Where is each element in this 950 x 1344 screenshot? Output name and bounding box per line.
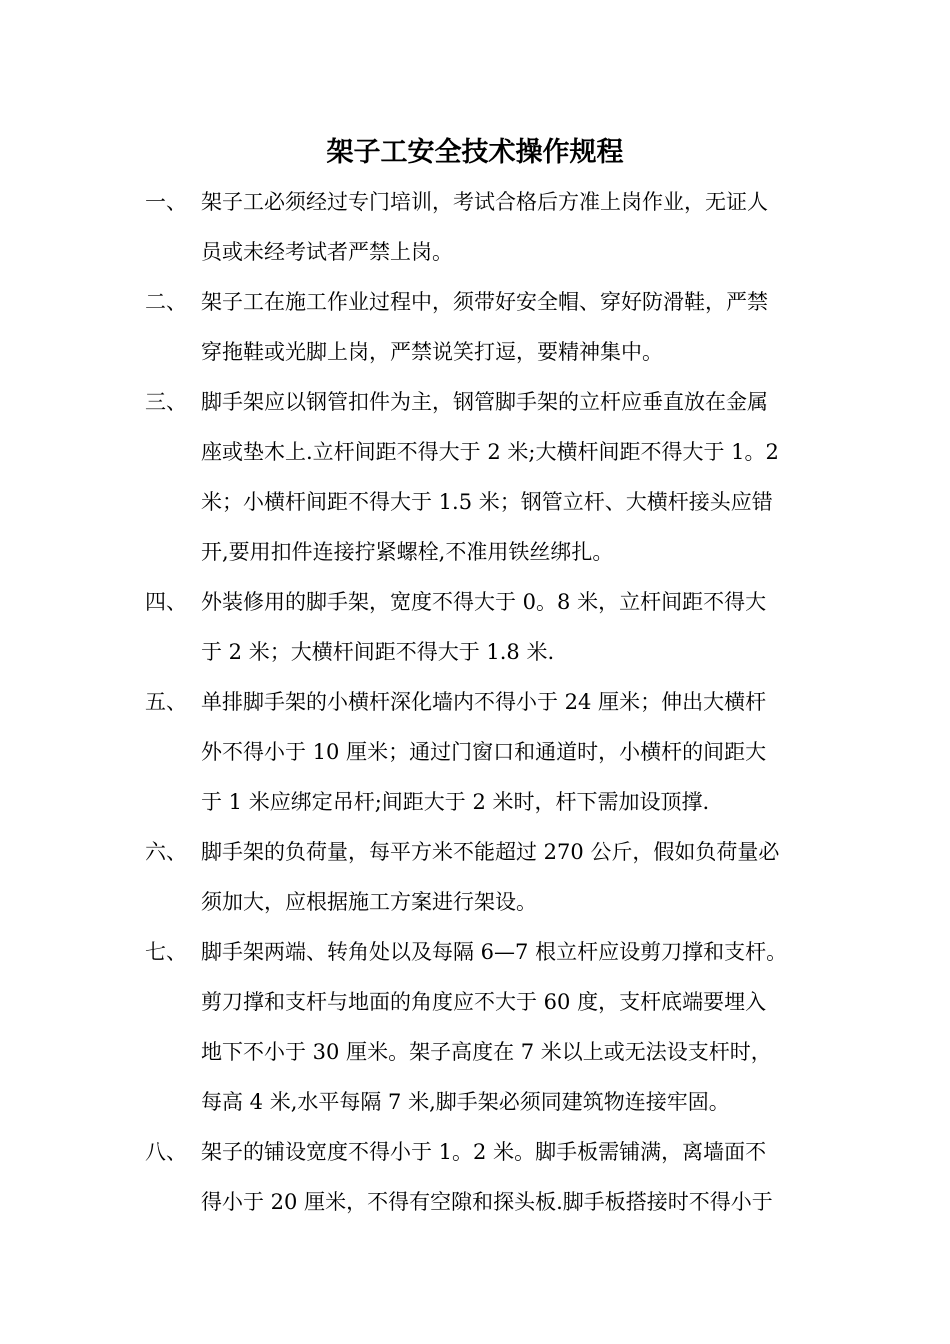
list-item-text-line: 米；小横杆间距不得大于 1.5 米；钢管立杆、大横杆接头应错 [201, 490, 773, 514]
list-item-text-line: 单排脚手架的小横杆深化墙内不得小于 24 厘米；伸出大横杆 [201, 690, 767, 714]
list-item-number: 八、 [145, 1140, 187, 1164]
list-item-text-line: 每高 4 米,水平每隔 7 米,脚手架必须同建筑物连接牢固。 [201, 1090, 730, 1114]
list-item-text-line: 外不得小于 10 厘米；通过门窗口和通道时，小横杆的间距大 [201, 740, 767, 764]
list-item [0, 927, 950, 1127]
list-item-text-line: 座或垫木上.立杆间距不得大于 2 米;大横杆间距不得大于 1。2 [201, 440, 779, 464]
list-item [0, 677, 950, 827]
list-item-text-line: 剪刀撑和支杆与地面的角度应不大于 60 度，支杆底端要埋入 [201, 990, 767, 1014]
list-item-text-line: 地下不小于 30 厘米。架子高度在 7 米以上或无法设支杆时， [201, 1040, 772, 1064]
list-item [0, 1127, 950, 1227]
list-item-text-line: 脚手架的负荷量，每平方米不能超过 270 公斤，假如负荷量必 [201, 840, 780, 864]
document-title: 架子工安全技术操作规程 [326, 137, 624, 168]
list-item [0, 177, 950, 277]
list-item-text-line: 架子的铺设宽度不得小于 1。2 米。脚手板需铺满，离墙面不 [201, 1140, 767, 1164]
list-item-number: 一、 [145, 190, 187, 214]
list-item-number: 六、 [145, 840, 187, 864]
list-item-number: 三、 [145, 390, 187, 414]
list-item-text-line: 于 1 米应绑定吊杆;间距大于 2 米时，杆下需加设顶撑. [201, 790, 710, 814]
list-item-number: 二、 [145, 290, 187, 314]
list-item-text-line: 外装修用的脚手架，宽度不得大于 0。8 米，立杆间距不得大 [201, 590, 767, 614]
list-item [0, 277, 950, 377]
list-item-number: 四、 [145, 590, 187, 614]
list-item-number: 五、 [145, 690, 187, 714]
list-item-text-line: 得小于 20 厘米，不得有空隙和探头板.脚手板搭接时不得小于 [201, 1190, 773, 1214]
list-item-text-line: 员或未经考试者严禁上岗。 [201, 240, 453, 264]
list-item-number: 七、 [145, 940, 187, 964]
list-item-text-line: 脚手架应以钢管扣件为主，钢管脚手架的立杆应垂直放在金属 [201, 390, 768, 414]
list-item-text-line: 脚手架两端、转角处以及每隔 6—7 根立杆应设剪刀撑和支杆。 [201, 940, 788, 964]
list-item [0, 377, 950, 577]
list-item-text-line: 架子工必须经过专门培训，考试合格后方准上岗作业，无证人 [201, 190, 768, 214]
list-item-text-line: 须加大，应根据施工方案进行架设。 [201, 890, 537, 914]
list-item-text-line: 穿拖鞋或光脚上岗，严禁说笑打逗，要精神集中。 [201, 340, 663, 364]
list-item [0, 827, 950, 927]
list-item-text-line: 于 2 米；大横杆间距不得大于 1.8 米. [201, 640, 555, 664]
list-item-text-line: 架子工在施工作业过程中，须带好安全帽、穿好防滑鞋，严禁 [201, 290, 768, 314]
list-item [0, 577, 950, 677]
list-item-text-line: 开,要用扣件连接拧紧螺栓,不准用铁丝绑扎。 [201, 540, 614, 564]
